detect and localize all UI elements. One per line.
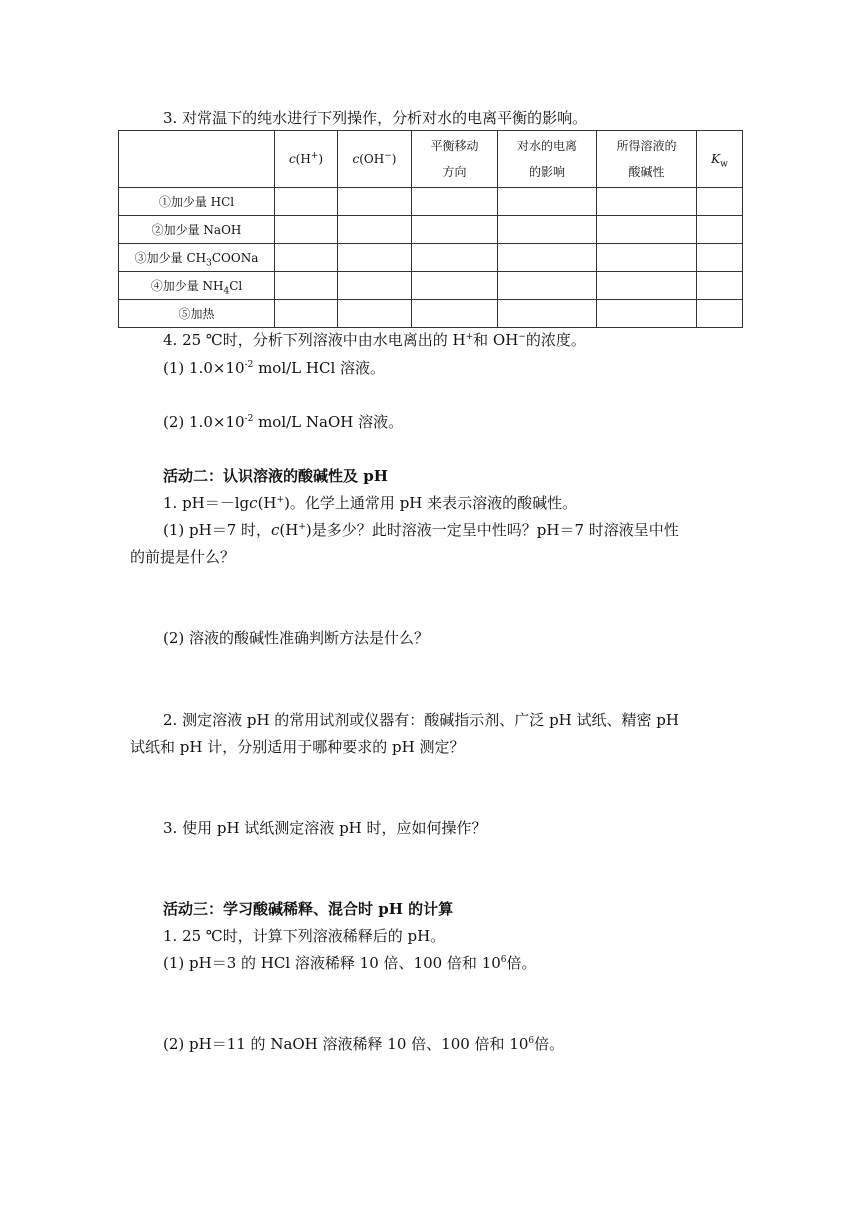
table-cell (412, 216, 498, 244)
activity2-q3: 3. 使用 pH 试纸测定溶液 pH 时，应如何操作？ (163, 819, 487, 837)
table-cell (275, 216, 338, 244)
table-cell (697, 188, 743, 216)
table-cell (597, 300, 697, 328)
table-cell (338, 188, 412, 216)
table-cell (412, 244, 498, 272)
table-cell (498, 272, 597, 300)
row-label: ⑤加热 (119, 300, 275, 328)
header-c-oh: c(OH−) (338, 131, 412, 188)
table-cell (275, 244, 338, 272)
table-row (119, 272, 743, 300)
table-cell (275, 272, 338, 300)
table-row (119, 188, 743, 216)
activity2-q2-cont: 试纸和 pH 计，分别适用于哪种要求的 pH 测定？ (130, 738, 465, 756)
activity3-q1-part2: (2) pH＝11 的 NaOH 溶液稀释 10 倍、100 倍和 $10^6$倍。 (163, 1035, 565, 1053)
table-cell (275, 188, 338, 216)
activity2-q1-part1-cont: 的前提是什么？ (130, 548, 236, 566)
table-cell (338, 216, 412, 244)
table-cell (412, 272, 498, 300)
table-row (119, 244, 743, 272)
activity2-q2: 2. 测定溶液 pH 的常用试剂或仪器有：酸碱指示剂、广泛 pH 试纸、精密 pH (163, 711, 679, 729)
table-cell (697, 216, 743, 244)
header-effect-on-ionization: 对水的电离 的影响 (498, 131, 597, 188)
table-cell (498, 244, 597, 272)
table-row (119, 300, 743, 328)
activity3-q1: 1. 25 ℃时，计算下列溶液稀释后的 pH。 (163, 927, 446, 945)
table-cell (498, 216, 597, 244)
table-cell (412, 300, 498, 328)
q3-intro: 3. 对常温下的纯水进行下列操作，分析对水的电离平衡的影响。 (163, 109, 588, 127)
table-cell (697, 272, 743, 300)
table-cell (697, 244, 743, 272)
table-cell (597, 216, 697, 244)
header-solution-acidity: 所得溶液的 酸碱性 (597, 131, 697, 188)
water-ionization-table (118, 130, 743, 328)
table-cell (498, 300, 597, 328)
header-shift-direction: 平衡移动 方向 (412, 131, 498, 188)
activity2-q1: 1. pH＝－lgc(H+)。化学上通常用 pH 来表示溶液的酸碱性。 (163, 494, 578, 512)
table-cell (338, 272, 412, 300)
table-cell (498, 188, 597, 216)
table-cell (697, 300, 743, 328)
table-row (119, 216, 743, 244)
table-cell (597, 188, 697, 216)
row-label: ①加少量 HCl (119, 188, 275, 216)
table-cell (597, 244, 697, 272)
row-label: ②加少量 NaOH (119, 216, 275, 244)
q4-part1: (1) $1.0\times 10^{-2}$ mol/L HCl 溶液。 (163, 359, 386, 377)
table-cell (275, 300, 338, 328)
table-cell (338, 244, 412, 272)
activity2-q1-part2: (2) 溶液的酸碱性准确判断方法是什么？ (163, 629, 430, 647)
table-cell (412, 188, 498, 216)
table-cell (597, 272, 697, 300)
activity3-q1-part1: (1) pH＝3 的 HCl 溶液稀释 10 倍、100 倍和 $10^6$倍。 (163, 954, 537, 972)
activity3-title: 活动三：学习酸碱稀释、混合时 pH 的计算 (163, 900, 454, 918)
header-c-h: c(H+) (275, 131, 338, 188)
q4-part2: (2) $1.0\times 10^{-2}$ mol/L NaOH 溶液。 (163, 413, 404, 431)
table-cell (338, 300, 412, 328)
q4-intro: 4. 25 ℃时，分析下列溶液中由水电离出的 H+和 OH−的浓度。 (163, 331, 586, 349)
header-blank (119, 131, 275, 188)
activity2-title: 活动二：认识溶液的酸碱性及 pH (163, 467, 388, 485)
activity2-q1-part1: (1) pH＝7 时，c(H+)是多少？此时溶液一定呈中性吗？pH＝7 时溶液呈中性 (163, 521, 679, 539)
header-kw: $K_w$ (697, 131, 743, 188)
row-label: ④加少量 $NH_4Cl$ (119, 272, 275, 300)
table-header-row (119, 131, 743, 188)
row-label: ③加少量 $CH_3COONa$ (119, 244, 275, 272)
